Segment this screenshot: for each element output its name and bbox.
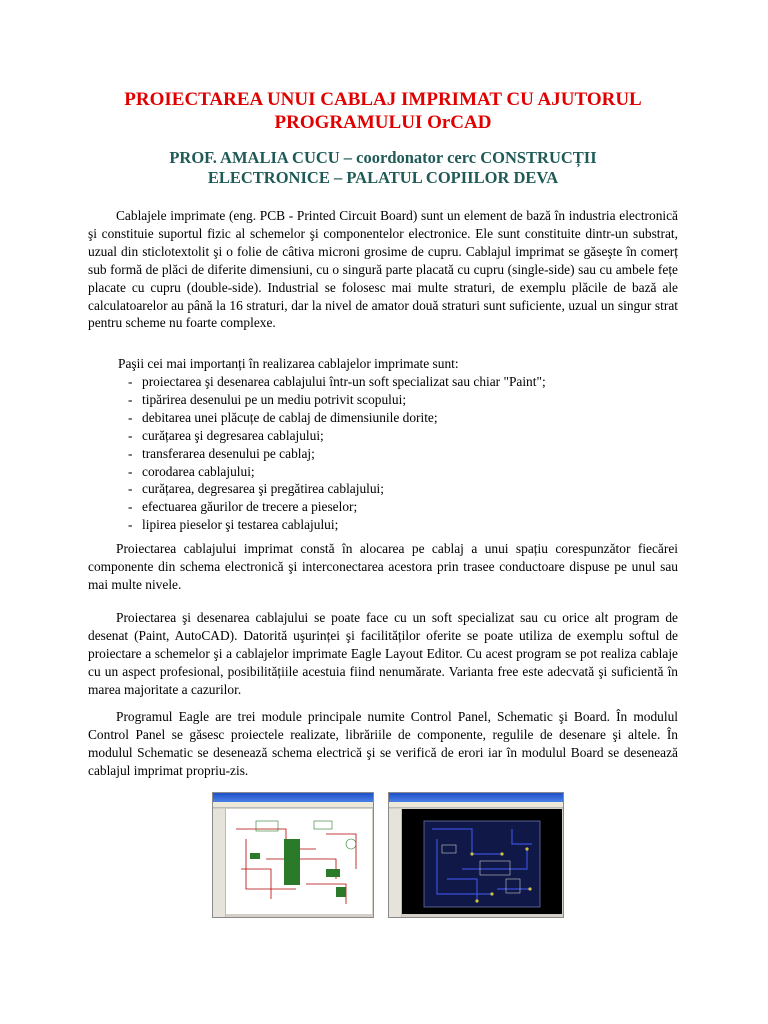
window-titlebar	[213, 793, 373, 802]
window-menubar	[389, 802, 563, 808]
board-canvas	[402, 809, 562, 914]
list-item: - tipărirea desenului pe un mediu potrivit scopului;	[128, 391, 546, 409]
page-title	[88, 88, 678, 134]
author-line	[88, 148, 678, 188]
board-editor-screenshot	[388, 792, 564, 918]
schematic-editor-screenshot	[212, 792, 374, 918]
author-line-1: PROF. AMALIA CUCU – coordonator cerc CONSTRUCȚII	[169, 148, 597, 167]
list-item: - proiectarea şi desenarea cablajului într-un soft specializat sau chiar "Paint";	[128, 373, 546, 391]
list-item: - curățarea, degresarea şi pregătirea cablajului;	[128, 480, 546, 498]
toolbar-strip	[213, 809, 226, 917]
author-line-2: ELECTRONICE – PALATUL COPIILOR DEVA	[207, 168, 559, 187]
schematic-canvas	[226, 809, 372, 914]
toolbar-strip	[389, 809, 402, 917]
list-item: - transferarea desenului pe cablaj;	[128, 445, 546, 463]
steps-list	[128, 373, 546, 534]
list-item: - curățarea şi degresarea cablajului;	[128, 427, 546, 445]
list-item: - corodarea cablajului;	[128, 463, 546, 481]
window-menubar	[213, 802, 373, 808]
title-line-2: PROGRAMULUI OrCAD	[274, 112, 492, 133]
title-line-1: PROIECTAREA UNUI CABLAJ IMPRIMAT CU AJUTORUL	[124, 89, 642, 110]
paragraph-design: Proiectarea cablajului imprimat constă în alocarea pe cablaj a unui spațiu corespunzător fiecărei componente din schema electronică şi interconectarea acestora prin trasee conductoare dispuse pe unul sau mai multe nivele.	[88, 541, 678, 592]
window-titlebar	[389, 793, 563, 802]
steps-intro: Paşii cei mai importanți în realizarea cablajelor imprimate sunt:	[118, 356, 459, 371]
paragraph-software: Proiectarea şi desenarea cablajului se poate face cu un soft specializat sau cu orice alt program de desenat (Paint, AutoCAD). Datorită uşurinței şi facilităților oferite se poate utiliza de exemplu softul de proiectare a schemelor şi a cablajelor imprimate Eagle Layout Editor. Cu acest program se pot realiza cablaje cu un aspect profesional, posibilitățiile acestuia fiind nenumărate. Varianta free este adecvată şi suficientă în marea majoritate a cazurilor.	[88, 610, 678, 697]
list-item: - lipirea pieselor şi testarea cablajului;	[128, 516, 546, 534]
paragraph-eagle-modules: Programul Eagle are trei module principale numite Control Panel, Schematic şi Board. În modulul Control Panel se găsesc proiectele realizate, librăriile de componente, regulile de desenare şi altele. În modulul Schematic se desenează schema electrică şi se verifică de erori iar în modulul Board se desenează cablajul imprimat propriu-zis.	[88, 709, 678, 778]
list-item: - debitarea unei plăcuțe de cablaj de dimensiunile dorite;	[128, 409, 546, 427]
list-item: - efectuarea găurilor de trecere a pieselor;	[128, 498, 546, 516]
paragraph-intro: Cablajele imprimate (eng. PCB - Printed Circuit Board) sunt un element de bază în industria electronică şi constituie suportul fizic al schemelor şi componentelor electronice. Ele sunt constituite dintr-un substrat, uzual din sticlotextolit şi o folie de câtiva microni grosime de cupru. Cablajul imprimat se găseşte în comerț sub formă de plăci de diferite dimensiuni, cu o singură parte placată cu cupru (single-side) sau cu ambele fețe placate cu cupru (double-side). Industrial se folosesc mai multe straturi, de exemplu plăcile de bază ale calculatoarelor au până la 16 straturi, dar la nivel de amator două straturi sunt suficiente, uzual un singur strat pentru scheme nu foarte complexe.	[88, 208, 678, 331]
